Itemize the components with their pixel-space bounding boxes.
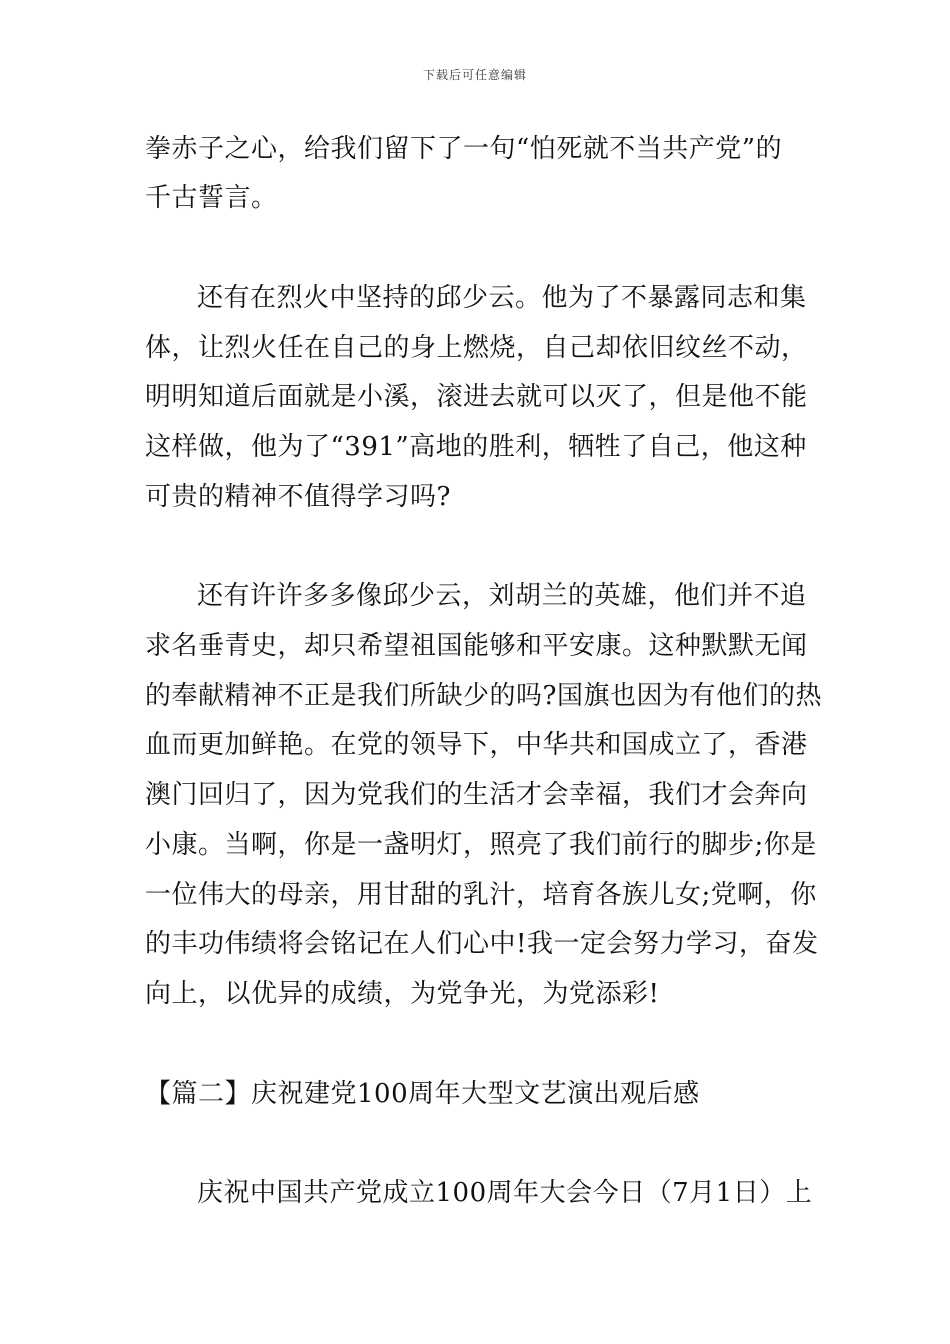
paragraph-2-line-1: 还有在烈火中坚持的邱少云。他为了不暴露同志和集 (197, 283, 807, 313)
paragraph-3-line-6: 小康。当啊，你是一盏明灯，照亮了我们前行的脚步;你是 (145, 830, 817, 860)
paragraph-1-line-1: 拳赤子之心，给我们留下了一句“怕死就不当共产党”的 (145, 134, 783, 164)
paragraph-3-line-2: 求名垂青史，却只希望祖国能够和平安康。这种默默无闻 (145, 631, 808, 661)
paragraph-1-line-2: 千古誓言。 (145, 183, 278, 213)
page-header: 下载后可任意编辑 (422, 68, 527, 82)
paragraph-3-line-9: 向上，以优异的成绩，为党争光，为党添彩! (145, 979, 660, 1009)
paragraph-3-line-8: 的丰功伟绩将会铭记在人们心中!我一定会努力学习，奋发 (145, 929, 819, 959)
section-heading: 【篇二】庆祝建党100周年大型文艺演出观后感 (145, 1079, 700, 1109)
paragraph-2-line-3: 明明知道后面就是小溪，滚进去就可以灭了，但是他不能 (145, 382, 808, 412)
paragraph-3-line-5: 澳门回归了，因为党我们的生活才会幸福，我们才会奔向 (145, 780, 808, 810)
paragraph-2-line-5: 可贵的精神不值得学习吗? (145, 482, 451, 512)
paragraph-2-line-2: 体，让烈火任在自己的身上燃烧，自己却依旧纹丝不动， (145, 333, 808, 363)
paragraph-4-line-1: 庆祝中国共产党成立100周年大会今日（7月1日）上 (197, 1178, 813, 1208)
paragraph-3-line-1: 还有许许多多像邱少云，刘胡兰的英雄，他们并不追 (197, 581, 807, 611)
paragraph-2-line-4: 这样做，他为了“391”高地的胜利，牺牲了自己，他这种 (145, 432, 807, 462)
paragraph-3-line-3: 的奉献精神不正是我们所缺少的吗?国旗也因为有他们的热 (145, 681, 822, 711)
paragraph-3-line-4: 血而更加鲜艳。在党的领导下，中华共和国成立了，香港 (145, 730, 808, 760)
paragraph-3-line-7: 一位伟大的母亲，用甘甜的乳汁，培育各族儿女;党啊，你 (145, 880, 817, 910)
